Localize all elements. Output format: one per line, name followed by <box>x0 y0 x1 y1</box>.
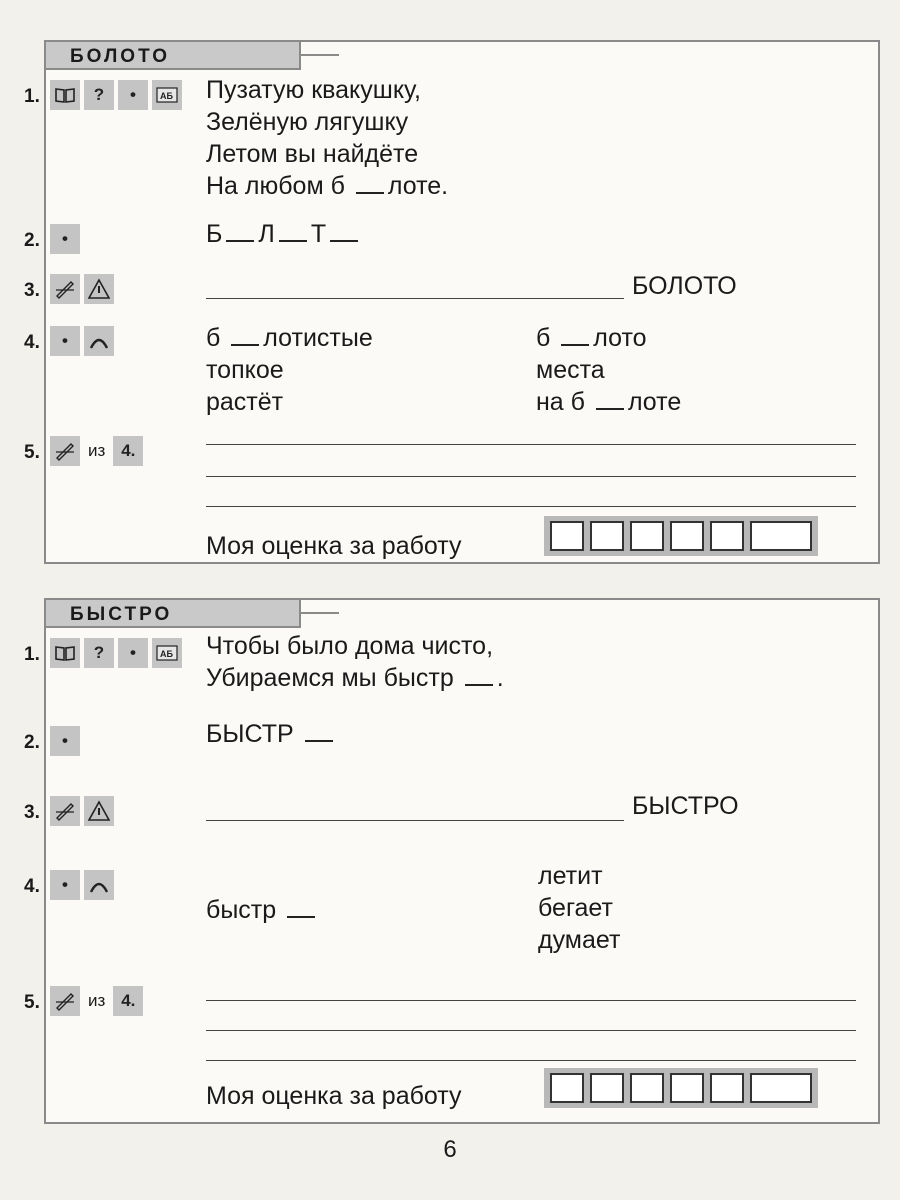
task-icons-5 <box>50 986 143 1016</box>
warning-icon <box>84 274 114 304</box>
letter-gap[interactable] <box>287 915 315 918</box>
word-item: б лото <box>536 324 647 352</box>
grade-cell[interactable] <box>630 521 664 551</box>
task3-word: БЫСТРО <box>632 792 739 820</box>
grade-boxes <box>544 516 818 556</box>
word-item: б лотистые <box>206 324 373 352</box>
question-icon: ? <box>84 80 114 110</box>
pencil-crossed-icon <box>50 986 80 1016</box>
grade-cell[interactable] <box>590 521 624 551</box>
task-icons-2 <box>50 224 80 254</box>
task4-right-column <box>538 860 620 956</box>
pencil-crossed-icon <box>50 436 80 466</box>
letter-gap[interactable] <box>465 683 493 686</box>
grade-cell[interactable] <box>710 521 744 551</box>
task-number-5: 5. <box>24 992 40 1013</box>
task2-word: Б Л Т <box>206 218 362 250</box>
task-number-1: 1. <box>24 644 40 665</box>
grade-cell[interactable] <box>630 1073 664 1103</box>
word-item: бегает <box>538 894 613 922</box>
exercise-card-boloto <box>24 40 880 564</box>
word-item: на б лоте <box>536 388 682 416</box>
question-icon: ? <box>84 638 114 668</box>
task-icons-1 <box>50 638 182 668</box>
poem-line: Пузатую квакушку, <box>206 76 421 104</box>
answer-line[interactable] <box>206 1030 856 1031</box>
pencil-crossed-icon <box>50 274 80 304</box>
task-number-5: 5. <box>24 442 40 463</box>
letters-icon <box>152 80 182 110</box>
task-icons-2 <box>50 726 80 756</box>
answer-line[interactable] <box>206 298 624 299</box>
dot-icon: • <box>50 224 80 254</box>
word-item: растёт <box>206 388 284 416</box>
task4-right-column <box>536 322 681 418</box>
grade-cell-total[interactable] <box>750 1073 812 1103</box>
answer-line[interactable] <box>206 444 856 445</box>
poem <box>206 630 504 694</box>
task-number-3: 3. <box>24 802 40 823</box>
task4-left-word: быстр <box>206 894 319 926</box>
section-title: БЫСТРО <box>46 598 301 628</box>
grade-boxes <box>544 1068 818 1108</box>
poem <box>206 74 448 202</box>
letter-gap[interactable] <box>561 343 589 346</box>
grade-label: Моя оценка за работу <box>206 1082 462 1110</box>
task3-word: БОЛОТО <box>632 272 737 300</box>
svg-text:АБ: АБ <box>160 649 173 659</box>
dot-icon: • <box>50 870 80 900</box>
task-icons-3 <box>50 796 114 826</box>
from-label: из <box>88 991 106 1010</box>
task4-left-column <box>206 322 373 418</box>
task-number-4: 4. <box>24 876 40 897</box>
grade-cell-total[interactable] <box>750 521 812 551</box>
grade-cell[interactable] <box>550 1073 584 1103</box>
letter-gap[interactable] <box>330 239 358 242</box>
dot-icon: • <box>50 326 80 356</box>
task-number-4: 4. <box>24 332 40 353</box>
letters-icon <box>152 638 182 668</box>
from-label: из <box>88 441 106 460</box>
grade-cell[interactable] <box>590 1073 624 1103</box>
letter-gap[interactable] <box>226 239 254 242</box>
answer-line[interactable] <box>206 1060 856 1061</box>
task-ref: 4. <box>113 986 143 1016</box>
task-icons-3 <box>50 274 114 304</box>
arc-icon <box>84 870 114 900</box>
poem-line: Летом вы найдёте <box>206 140 419 168</box>
answer-line[interactable] <box>206 820 624 821</box>
poem-line: Чтобы было дома чисто, <box>206 632 494 660</box>
task2-word: БЫСТР <box>206 718 337 750</box>
letter-gap[interactable] <box>596 407 624 410</box>
poem-line: Убираемся мы быстр . <box>206 664 504 692</box>
task-icons-4 <box>50 326 114 356</box>
letter-gap[interactable] <box>305 739 333 742</box>
task-icons-1 <box>50 80 182 110</box>
word-item: места <box>536 356 605 384</box>
book-icon <box>50 638 80 668</box>
letter-gap[interactable] <box>356 191 384 194</box>
answer-line[interactable] <box>206 1000 856 1001</box>
grade-cell[interactable] <box>670 1073 704 1103</box>
task-icons-5 <box>50 436 143 466</box>
task-number-2: 2. <box>24 732 40 753</box>
page-number: 6 <box>443 1136 457 1163</box>
dot-icon: • <box>50 726 80 756</box>
task-number-2: 2. <box>24 230 40 251</box>
dot-icon: • <box>118 80 148 110</box>
pencil-crossed-icon <box>50 796 80 826</box>
warning-icon <box>84 796 114 826</box>
letter-gap[interactable] <box>231 343 259 346</box>
dot-icon: • <box>118 638 148 668</box>
svg-text:АБ: АБ <box>160 91 173 101</box>
arc-icon <box>84 326 114 356</box>
task-icons-4 <box>50 870 114 900</box>
answer-line[interactable] <box>206 476 856 477</box>
word-item: топкое <box>206 356 284 384</box>
exercise-card-bystro <box>24 598 880 1124</box>
poem-line: На любом б лоте. <box>206 172 449 200</box>
grade-cell[interactable] <box>670 521 704 551</box>
grade-label: Моя оценка за работу <box>206 532 462 560</box>
section-title: БОЛОТО <box>46 40 301 70</box>
answer-line[interactable] <box>206 506 856 507</box>
word-item: думает <box>538 926 621 954</box>
poem-line: Зелёную лягушку <box>206 108 409 136</box>
grade-cell[interactable] <box>550 521 584 551</box>
book-icon <box>50 80 80 110</box>
grade-cell[interactable] <box>710 1073 744 1103</box>
task-ref: 4. <box>113 436 143 466</box>
word-item: летит <box>538 862 603 890</box>
task-number-3: 3. <box>24 280 40 301</box>
task-number-1: 1. <box>24 86 40 107</box>
letter-gap[interactable] <box>279 239 307 242</box>
